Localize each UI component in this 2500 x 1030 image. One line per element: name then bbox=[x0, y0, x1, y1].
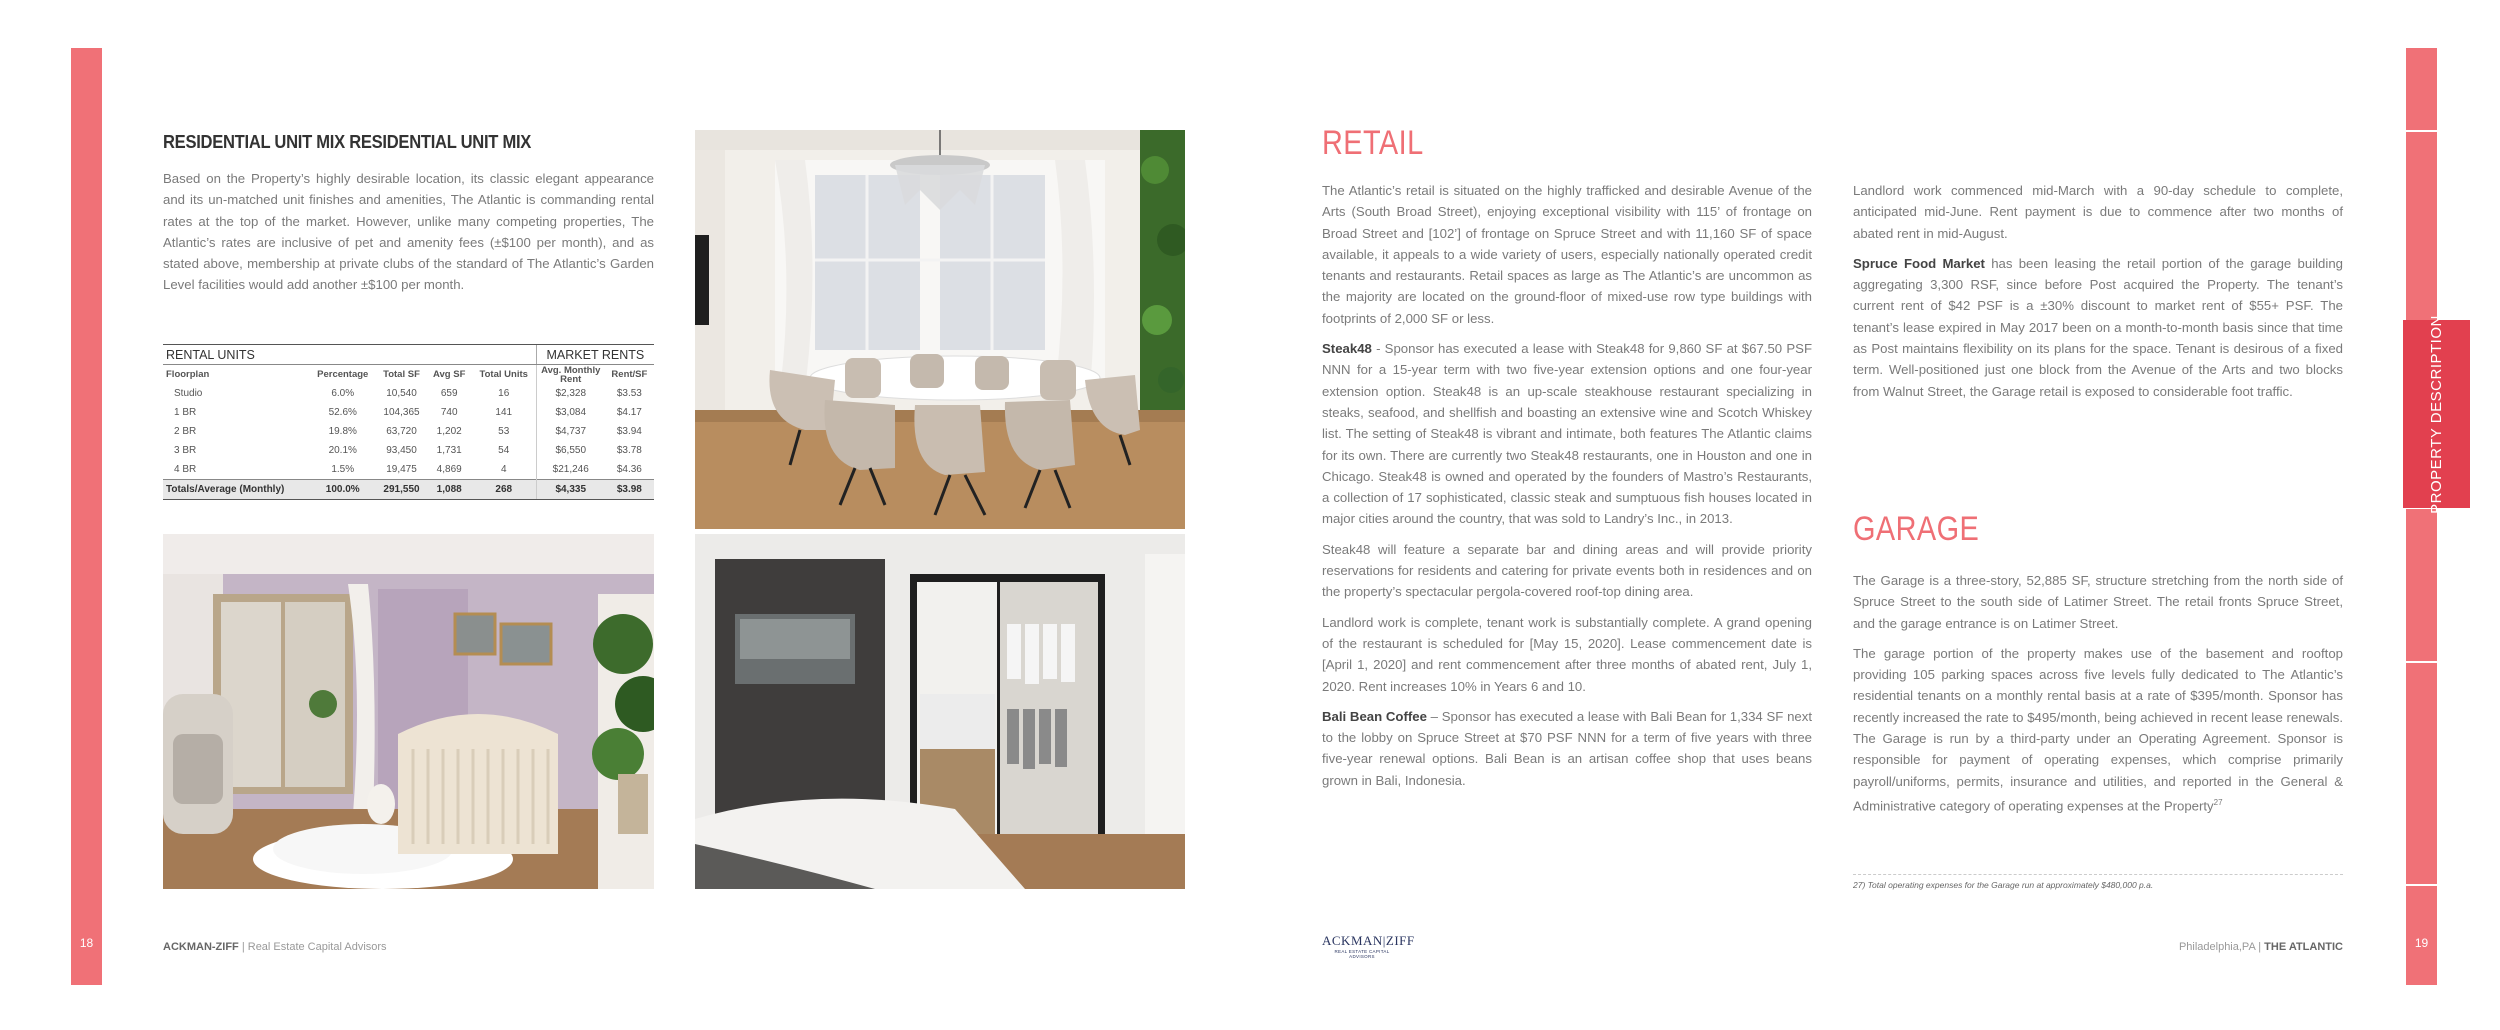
bedroom-closet-photo bbox=[695, 534, 1185, 889]
retail-paragraph: Landlord work is complete, tenant work is substantially complete. A grand opening of the restaurant is scheduled for [May 15, 2020]. Lease commencement date is [April 1, 2020] and rent commencement after three months of abated rent, July 1, 2020. Rent increases 10% in Years 6 and 10. bbox=[1322, 614, 1812, 694]
col-avg-rent: Avg. Monthly Rent bbox=[536, 365, 605, 385]
footer-sub: Real Estate Capital Advisors bbox=[247, 941, 387, 953]
table-row: 2 BR 19.8% 63,720 1,202 53 $4,737 $3.94 bbox=[163, 422, 654, 441]
page-number-left: 18 bbox=[79, 936, 94, 950]
garage-heading: GARAGE bbox=[1853, 510, 1980, 548]
footer-city: Philadelphia,PA bbox=[2178, 941, 2256, 953]
page-number-right: 19 bbox=[2414, 936, 2429, 950]
market-rents-group: MARKET RENTS bbox=[536, 345, 654, 365]
retail-paragraph: The Atlantic’s retail is situated on the highly trafficked and desirable Avenue of the Arts (South Broad Street), enjoying exceptional visibility with 115’ of frontage on Broad Street and [102’] of frontage on Spruce Street and with 11,160 SF of space available, it appeals to a wide variety of users, especially nationally operated credit tenants and restaurants. Retail spaces as large as The Atlantic’s are uncommon as the majority are located on the ground-floor of mixed-use row type buildings with footprints of 2,000 SF or less. bbox=[1322, 183, 1812, 326]
retail-paragraph: Steak48 - Sponsor has executed a lease with Steak48 for 9,860 SF at $67.50 PSF NNN for a 15-year term with two five-year extension options and one four-year extension option. Steak48 is an up-scale steakhouse restaurant specializing in steaks, seafood, and shellfish and boasting an extensive wine and Scotch Whiskey list. The setting of Steak48 is vibrant and intimate, both features The Atlantic claims for its own. There are currently two Steak48 restaurants, one in Houston and one in Chicago. Steak48 is owned and operated by the founders of Mastro’s Restaurants, a collection of 17 sophisticated, classic steak and sumptuous fish houses located in major cities around the country, that was sold to Landry’s Inc., in 2013. bbox=[1322, 341, 1812, 527]
retail-column-2 bbox=[1853, 180, 2343, 411]
retail-paragraph: Landlord work commenced mid-March with a 90-day schedule to complete, anticipated mid-June. Rent payment is due to commence after two months of abated rent in mid-August. bbox=[1853, 183, 2343, 241]
residential-unit-mix-heading: RESIDENTIAL UNIT MIX RESIDENTIAL UNIT MIX bbox=[163, 132, 532, 152]
col-total-sf: Total SF bbox=[383, 369, 420, 380]
table-row: 4 BR 1.5% 19,475 4,869 4 $21,246 $4.36 bbox=[163, 460, 654, 480]
right-footer: Philadelphia,PA | THE ATLANTIC bbox=[2178, 941, 2343, 953]
right-accent-bar bbox=[2406, 48, 2437, 985]
table-row: 1 BR 52.6% 104,365 740 141 $3,084 $4.17 bbox=[163, 403, 654, 422]
col-percentage: Percentage bbox=[317, 369, 369, 380]
retail-paragraph: Bali Bean Coffee – Sponsor has executed a lease with Bali Bean for 1,334 SF next to the lobby on Spruce Street at $70 PSF NNN for a term of five years with three five-year renewal options. Bali Bean is an artisan coffee shop that uses beans grown in Bali, Indonesia. bbox=[1322, 708, 1812, 788]
retail-column-1 bbox=[1322, 180, 1812, 800]
left-accent-bar bbox=[71, 48, 102, 985]
footnote: 27) Total operating expenses for the Garage run at approximately $480,000 p.a. bbox=[1853, 880, 2154, 890]
col-total-units: Total Units bbox=[479, 369, 528, 380]
retail-heading: RETAIL bbox=[1322, 124, 1424, 162]
col-avg-sf: Avg SF bbox=[433, 369, 466, 380]
garage-paragraph: The Garage is a three-story, 52,885 SF, structure stretching from the north side of Spruce Street to the south side of Latimer Street. The retail fronts Spruce Street, and the garage entrance is on Latimer Street. bbox=[1853, 573, 2343, 631]
footer-property: THE ATLANTIC bbox=[2264, 941, 2343, 953]
footer-brand: ACKMAN-ZIFF bbox=[163, 941, 239, 953]
totals-row: Totals/Average (Monthly) 100.0% 291,550 1,088 268 $4,335 $3.98 bbox=[163, 480, 654, 500]
residential-intro: Based on the Property’s highly desirable location, its classic elegant appearance and its un-matched unit finishes and amenities, The Atlantic is commanding rental rates at the top of the market. However, unlike many competing properties, The Atlantic’s rates are inclusive of pet and amenity fees (±$100 per month), and as stated above, membership at private clubs of the standard of The Atlantic’s Garden Level facilities would add another ±$100 per month. bbox=[163, 171, 654, 293]
footnote-divider bbox=[1853, 874, 2343, 875]
left-footer: ACKMAN-ZIFF | Real Estate Capital Advisors bbox=[163, 941, 387, 953]
nursery-photo bbox=[163, 534, 654, 889]
rental-units-group: RENTAL UNITS bbox=[163, 345, 536, 365]
dining-room-photo bbox=[695, 130, 1185, 529]
property-description-tab[interactable] bbox=[2403, 314, 2470, 514]
side-tab-label: PROPERTY DESCRIPTION bbox=[2428, 314, 2445, 514]
table-row: Studio 6.0% 10,540 659 16 $2,328 $3.53 bbox=[163, 384, 654, 403]
retail-paragraph: Steak48 will feature a separate bar and dining areas and will provide priority reservations for residents and catering for private events both in residences and on the property’s spectacular pergola-covered roof-top dining area. bbox=[1322, 541, 1812, 600]
table-row: 3 BR 20.1% 93,450 1,731 54 $6,550 $3.78 bbox=[163, 441, 654, 460]
ackman-ziff-logo: ACKMAN|ZIFF REAL ESTATE CAPITAL ADVISORS bbox=[1322, 933, 1415, 959]
rental-units-table bbox=[163, 344, 654, 500]
garage-paragraph: The garage portion of the property makes use of the basement and rooftop providing 105 parking spaces across five levels fully dedicated to The Atlantic’s residential tenants on a monthly rental basis at a rate of $395/month. Sponsor has recently increased the rate to $495/month, being achieved in recent lease renewals. The Garage is run by a third-party under an Operating Agreement. Sponsor is responsible for payment of operating expenses, which comprise primarily payroll/uniforms, permits, insurance and utilities, and reported in the General & Administrative category of operating expenses at the Property$^{27}$ bbox=[1853, 645, 2343, 814]
retail-paragraph: Spruce Food Market has been leasing the retail portion of the garage building aggregating 3,300 RSF, since before Post acquired the Property. The tenant’s current rent of $42 PSF is a ±30% discount to market rent of $55+ PSF. The tenant’s lease expired in May 2017 been on a month-to-month basis since that time as Post maintains flexibility on its plans for the space. Tenant is desirous of a fixed term. Well-positioned just one block from the Avenue of the Arts and two blocks from Walnut Street, the Garage retail is exposed to considerable foot traffic. bbox=[1853, 255, 2343, 399]
col-rent-sf: Rent/SF bbox=[611, 369, 648, 380]
col-floorplan: Floorplan bbox=[166, 369, 210, 380]
garage-column bbox=[1853, 570, 2343, 826]
